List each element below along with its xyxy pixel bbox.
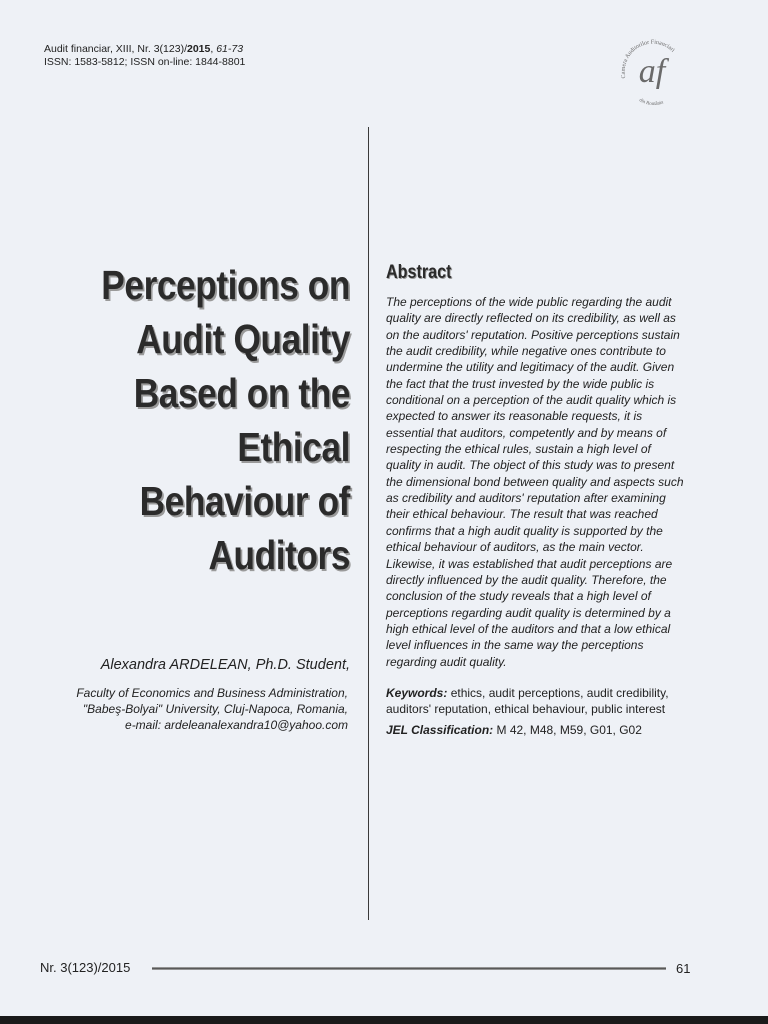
- author-email[interactable]: e-mail: ardeleanalexandra10@yahoo.com: [125, 718, 348, 732]
- author-affiliation: [18, 685, 348, 733]
- abstract-line: regarding audit quality.: [386, 654, 507, 669]
- abstract-line: undermine the utility and legitimacy of the audit. Given: [386, 360, 675, 375]
- title-line: Perceptions on: [101, 262, 350, 308]
- abstract-line: expected to answer its reasonable requests, it is: [386, 409, 643, 424]
- abstract-line: quality in audit. The object of this study was to present: [386, 458, 675, 473]
- abstract-line: the audit credibility, while negative ones contribute to: [386, 344, 666, 359]
- article-title: [66, 258, 350, 582]
- footer-issue: Nr. 3(123)/2015: [40, 960, 131, 975]
- abstract-line: the fact that the trust invested by the wide public is: [386, 376, 655, 391]
- keywords-line: auditors' reputation, ethical behaviour, public interest: [386, 702, 666, 716]
- jel-values: M 42, M48, M59, G01, G02: [493, 723, 642, 737]
- column-divider: [368, 127, 369, 920]
- title-line: Based on the: [133, 370, 350, 416]
- keywords-values: ethics, audit perceptions, audit credibility,: [447, 686, 669, 700]
- journal-year: 2015: [187, 43, 211, 55]
- cafr-logo: [612, 30, 692, 110]
- affiliation-line: Faculty of Economics and Business Administration,: [76, 686, 348, 700]
- abstract-text: [386, 294, 706, 670]
- abstract-line: directly influenced by the audit quality. Therefore, the: [386, 572, 667, 587]
- logo-monogram: af: [638, 53, 666, 90]
- abstract-line: level influences in the same way the perceptions: [386, 638, 644, 653]
- title-line: Auditors: [208, 532, 350, 578]
- abstract-line: conditional on a perception of the audit quality which is: [386, 393, 677, 408]
- abstract-line: their ethical behaviour. The result that was reached: [386, 507, 658, 522]
- journal-header: [44, 43, 245, 69]
- author-name: Alexandra ARDELEAN, Ph.D. Student,: [100, 657, 350, 673]
- abstract-line: perceptions regarding audit quality is determined by a: [386, 605, 671, 620]
- title-line: Audit Quality: [136, 316, 350, 362]
- journal-issn: ISSN: 1583-5812; ISSN on-line: 1844-8801: [44, 56, 246, 68]
- abstract-line: as credibility and auditors' reputation after examining: [386, 491, 666, 506]
- abstract-line: high ethical level of the auditors and that a low ethical: [386, 621, 671, 636]
- keywords: [386, 685, 706, 717]
- journal-citation: Audit financiar, XIII, Nr. 3(123)/2015, 61-73: [44, 43, 244, 55]
- logo-bottom-text: din România: [637, 98, 665, 108]
- abstract-line: on the auditors' reputation. Positive perceptions sustain: [386, 327, 680, 342]
- title-line: Behaviour of: [139, 478, 350, 524]
- jel-label: JEL Classification:: [386, 723, 494, 737]
- journal-pages: 61-73: [216, 43, 244, 55]
- abstract-line: the dimensional bond between quality and aspects such: [386, 474, 684, 489]
- footer-rule: [152, 967, 666, 970]
- abstract-line: essential that auditors, competently and by means of: [386, 425, 667, 440]
- abstract-line: ethical behaviour of auditors, as the main vector.: [386, 540, 644, 555]
- abstract-line: quality are directly reflected on its credibility, as well as: [386, 311, 676, 326]
- title-line: Ethical: [237, 424, 350, 470]
- abstract-line: conclusion of the study reveals that a high level of: [386, 589, 651, 604]
- abstract-heading: Abstract: [386, 262, 452, 283]
- journal-prefix: Audit financiar, XIII, Nr. 3(123)/: [44, 43, 187, 55]
- page-number: 61: [676, 961, 691, 976]
- affiliation-line: "Babeş-Bolyai" University, Cluj-Napoca, Romania,: [82, 702, 348, 716]
- jel-classification: [386, 723, 706, 737]
- keywords-line: [386, 685, 706, 701]
- logo-arc-text: Camera Auditorilor Financiari: [620, 39, 676, 79]
- abstract-line: The perceptions of the wide public regarding the audit: [386, 295, 672, 309]
- keywords-label: Keywords:: [386, 686, 448, 700]
- abstract-line: respecting the ethical rules, sustain a high level of: [386, 442, 651, 457]
- abstract-line: confirms that a high audit quality is supported by the: [386, 523, 663, 538]
- abstract-line: Likewise, it was established that audit perceptions are: [386, 556, 673, 571]
